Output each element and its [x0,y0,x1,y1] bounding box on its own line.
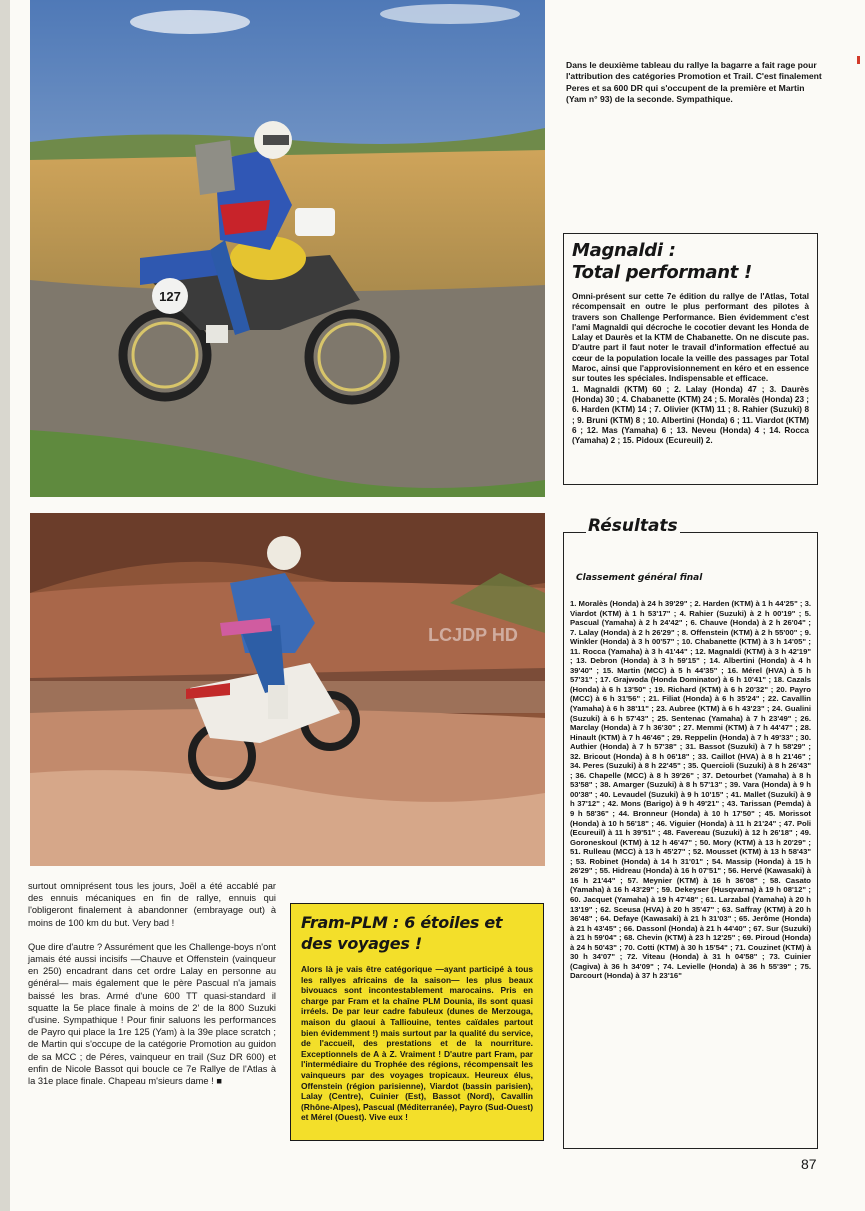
results-subtitle: Classement général final [576,573,703,583]
fram-title-line2: des voyages ! [301,934,422,953]
article-body-column [28,880,276,1099]
results-ranking-text: 1. Moralès (Honda) à 24 h 39'29" ; 2. Harden (KTM) à 1 h 44'25" ; 3. Viardot (KTM) à 1 h 53'17" ; 4. Rahier (Suzuki) à 2 h 00'19" ; 5. Pascual (Yamaha) à 2 h 24'42" ; 6. Chauve (Honda) à 2 h 26'04" ; 7. Lalay (Honda) à 2 h 26'29" ; 8. Offenstein (KTM) à 2 h 55'00" ; 9. Winkler (Honda) à 3 h 00'57" ; 10. Chabanette (KTM) à 3 h 14'05" ; 11. Rocca (Yamaha) à 3 h 41'44" ; 12. Magnaldi (KTM) à 3 h 42'19" ; 13. Debron (Honda) à 3 h 59'15" ; 14. Albertini (Honda) à 4 h 39'40" ; 15. Martin (MCC) à 5 h 44'35" ; 16. Mérel (HVA) à 5 h 57'31" ; 17. Grajwoda (Honda Dominator) à 6 h 10'41" ; 18. Cazals (Honda) à 6 h 13'50" ; 19. Richard (KTM) à 6 h 20'32" ; 20. Payro (MCC) à 6 h 31'56" ; 21. Filiat (Honda) à 6 h 35'24" ; 22. Cavallin (Yamaha) à 6 h 38'11" ; 23. Aubree (KTM) à 6 h 43'23" ; 24. Gualini (Suzuki) à 6 h 57'43" ; 25. Sentenac (Yamaha) à 7 h 23'49" ; 26. Marclay (Honda) à 7 h 36'30" ; 27. Memmi (KTM) à 7 h 44'47" ; 28. Hinault (KTM) à 7 h 46'46" ; 29. Reppelin (Honda) à 7 h 49'33" ; 30. Authier (Honda) à 7 h 57'38" ; 31. Bassot (Suzuki) à 7 h 58'29" ; 32. Bricout (Honda) à 8 h 06'18" ; 33. Caillot (HVA) à 8 h 21'46" ; 34. Peres (Suzuki) à 8 h 22'45" ; 35. Quercioli (Suzuki) à 8 h 26'43" ; 36. Chapelle (MCC) à 8 h 39'26" ; 37. Detourbet (Yamaha) à 8 h 53'58" ; 38. Amarger (Suzuki) à 8 h 57'13" ; 39. Vara (Honda) à 9 h 00'38" ; 40. Levaudel (Suzuki) à 9 h 10'15" ; 41. Mallet (Suzuki) à 9 h 37'12" ; 42. Mons (Barigo) à 9 h 49'21" ; 43. Tarissan (Pemda) à 9 h 58'36" ; 44. Bronneur (Honda) à 10 h 17'50" ; 45. Morissot (Honda) à 10 h 56'18" ; 46. Viguier (Honda) à 11 h 21'24" ; 47. Poli (Ecureuil) à 11 h 39'51" ; 48. Favereau (Suzuki) à 12 h 26'18" ; 49. Goroneskoul (KTM) à 12 h 46'47" ; 50. Mory (KTM) à 13 h 20'29" ; 51. Rulleau (MCC) à 13 h 45'27" ; 52. Mousset (KTM) à 13 h 58'43" ; 53. Robinet (Honda) à 14 h 31'01" ; 54. Massip (Honda) à 15 h 26'29" ; 55. Hidreau (Honda) à 16 h 07'51" ; 56. Hervé (Kawasaki) à 16 h 21'44" ; 57. Meynier (KTM) à 16 h 36'08" ; 58. Casato (Yamaha) à 16 h 43'29" ; 59. Dekeyser (Husqvarna) à 19 h 08'12" ; 60. Jacquet (Yamaha) à 19 h 47'48" ; 61. Larzabal (Yamaha) à 20 h 13'19" ; 62. Sceusa (HVA) à 20 h 35'47" ; 63. Saffray (KTM) à 20 h 36'48" ; 64. Defaye (Kawasaki) à 21 h 31'03" ; 65. Jerôme (Honda) à 21 h 43'45" ; 66. Dassonl (Honda) à 21 h 44'40" ; 67. Sur (Suzuki) à 21 h 59'04" ; 68. Chevin (KTM) à 23 h 12'25" ; 69. Piroud (Honda) à 24 h 50'43" ; 70. Cotti (KTM) à 30 h 15'54" ; 71. Couzinet (KTM) à 30 h 34'07" ; 72. Viteau (Honda) à 31 h 04'58" ; 73. Cuinier (Cagiva) à 36 h 34'09" ; 74. Levielle (Honda) à 36 h 55'39" ; 75. Darcourt (Honda) à 37 h 23'16" [570,599,811,981]
photo-rider-rocks [30,513,545,866]
watermark: LCJDP HD [428,625,518,645]
photo-rider-field-illustration [30,0,545,497]
fram-plm-sidebar [290,903,544,1141]
magnaldi-title [572,240,809,284]
results-box [563,516,818,1149]
page-edge-mark [857,56,860,64]
magnaldi-title-line2: Total performant ! [572,262,752,283]
magnaldi-ranking: 1. Magnaldi (KTM) 60 ; 2. Lalay (Honda) 47 ; 3. Daurès (Honda) 30 ; 4. Chabanette (KTM) 24 ; 5. Moralès (Honda) 23 ; 6. Harden (KTM) 14 ; 7. Olivier (KTM) 11 ; 8. Rahier (Suzuki) 8 ; 9. Bruni (KTM) 8 ; 10. Albertini (Honda) 6 ; 11. Viardot (KTM) 6 ; 12. Mas (Yamaha) 6 ; 13. Neveu (Honda) 4 ; 14. Rocca (Yamaha) 2 ; 15. Pidoux (Ecureuil) 2. [572,384,810,446]
photo-rider-rocks-illustration [30,513,545,866]
race-number-plate: 127 [159,289,181,304]
page-number: 87 [801,1156,817,1172]
article-paragraph-1: surtout omniprésent tous les jours, Joël a été accablé par des ennuis mécaniques en fin de rallye, ennuis qui l'obligeront finalement à abandonner (embrayage out) à moins de 100 km du but. Very bad ! [28,881,276,928]
magnaldi-text: Omni-présent sur cette 7e édition du rallye de l'Atlas, Total récompensait en outre le plus performant des pilotes à travers son Challenge Performance. Bien évidemment c'est l'ami Magnaldi qui décroche le cocotier devant les Honda de Lalay et Daurès et la KTM de Chabanette. On ne discute pas. D'autre part il faut noter le travail d'information effectué au cœur de la population locale la veille des passages par Total Maroc, ainsi que l'approvisionnement en kéro et en essence sur toutes les spéciales. Indispensable et efficace. [572,292,809,384]
article-paragraph-2: Que dire d'autre ? Assurément que les Challenge-boys n'ont jamais été aussi incisifs —Chauve et Offenstein (vainqueur en 250) encadrant dans cet ordre Lalay en personne au général— mais également que le père Pascual n'a jamais baissé les bras. Armé d'une 600 TT quasi-standard il squatte la 5e place finale à moins de 2' de la 800 Suzuki d'usine. Sympathique ! Pour finir saluons les performances de Payro qui place la 1re 125 (Yam) à la 39e place scratch ; de Martin qui s'occupe de la catégorie Promotion au guidon de sa MCC ; de Péres, vainqueur en trail (Suz DR 600) et enfin de Nicole Bassot qui boucle ce 7e Rallye de l'Atlas à la 31e place finale. Chapeau m'sieurs dame ! ■ [28,941,277,1087]
fram-text: Alors là je vais être catégorique —ayant participé à tous les rallyes africains de la saison— les plus beaux bivouacs sont incontestablement marocains. Pris en charge par Fram et la chaîne PLM Dounia, ils sont quasi irréels. De par leur cadre fabuleux (dunes de Merzouga, maison du glaoui à Talliouine, tentes caïdales partout bien évidemment !) mais surtout par la qualité du service, de l'accueil, des prestations et de la nourriture. Exceptionnels de A à Z. Vraiment ! D'autre part Fram, par l'intermédiaire du Trophée des régions, récompensait les vainqueurs par des voyages tropicaux. Heureux élus, Offenstein (région parisienne), Viardot (bassin parisien), Lalay (Centre), Cuinier (Est), Bassot (Nord), Cavallin (Rhône-Alpes), Pascual (Méditerranée), Payro (Sud-Ouest) et Mérel (Ouest). Vive eux ! [301,964,533,1123]
magnaldi-sidebar [563,233,818,485]
fram-title [301,912,533,954]
magnaldi-title-line1: Magnaldi : [572,240,676,261]
photo-caption: Dans le deuxième tableau du rallye la bagarre a fait rage pour l'attribution des catégories Promotion et Trail. C'est finalement Peres et sa 600 DR qui s'occupent de la première et Martin (Yam n° 93) de la seconde. Sympathique. [566,60,822,105]
fram-title-line1: Fram-PLM : 6 étoiles et [301,913,503,932]
results-title: Résultats [588,516,678,536]
photo-rider-field [30,0,545,497]
page-edge-shadow [0,0,10,1211]
